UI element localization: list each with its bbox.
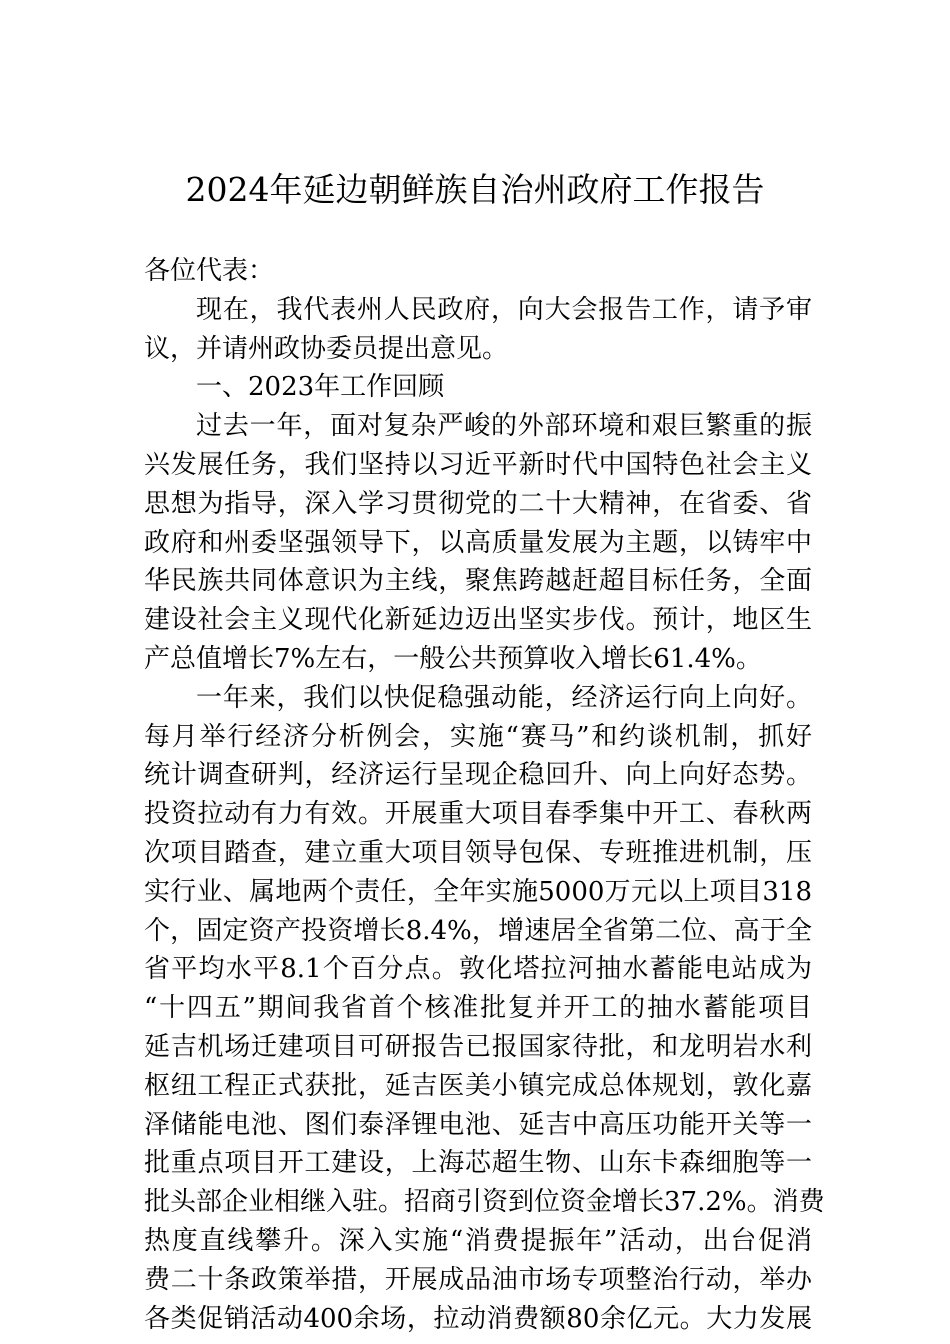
paragraph-line: 实行业、属地两个责任，全年实施5000万元以上项目318: [144, 876, 812, 907]
paragraph-line: 热度直线攀升。深入实施“消费提振年”活动，出台促消: [144, 1225, 812, 1256]
paragraph-line: 产总值增长7%左右，一般公共预算收入增长61.4%。: [144, 643, 762, 674]
paragraph-line: 过去一年，面对复杂严峻的外部环境和艰巨繁重的振: [196, 411, 812, 442]
paragraph-line: 建设社会主义现代化新延边迈出坚实步伐。预计，地区生: [144, 605, 812, 636]
paragraph-line: 个，固定资产投资增长8.4%，增速居全省第二位、高于全: [144, 915, 812, 946]
paragraph-line: 各类促销活动400余场，拉动消费额80余亿元。大力发展: [144, 1303, 812, 1334]
paragraph-line: 费二十条政策举措，开展成品油市场专项整治行动，举办: [144, 1264, 812, 1295]
document-title: 2024年延边朝鲜族自治州政府工作报告: [185, 170, 765, 209]
paragraph-line: 枢纽工程正式获批，延吉医美小镇完成总体规划，敦化嘉: [144, 1070, 812, 1101]
paragraph-line: 延吉机场迁建项目可研报告已报国家待批，和龙明岩水利: [144, 1031, 812, 1062]
paragraph-line: 投资拉动有力有效。开展重大项目春季集中开工、春秋两: [144, 799, 812, 830]
paragraph-line: 议，并请州政协委员提出意见。: [144, 333, 509, 364]
section-heading: 一、2023年工作回顾: [196, 372, 445, 403]
paragraph-line: 统计调查研判，经济运行呈现企稳回升、向上向好态势。: [144, 760, 812, 791]
paragraph-line: “十四五”期间我省首个核准批复并开工的抽水蓄能项目: [144, 993, 812, 1024]
paragraph-line: 批头部企业相继入驻。招商引资到位资金增长37.2%。消费: [144, 1187, 825, 1218]
paragraph-line: 每月举行经济分析例会，实施“赛马”和约谈机制，抓好: [144, 721, 812, 752]
paragraph-line: 兴发展任务，我们坚持以习近平新时代中国特色社会主义: [144, 449, 812, 480]
paragraph-line: 思想为指导，深入学习贯彻党的二十大精神，在省委、省: [144, 488, 812, 519]
paragraph-line: 现在，我代表州人民政府，向大会报告工作，请予审: [196, 294, 812, 325]
paragraph-line: 批重点项目开工建设，上海芯超生物、山东卡森细胞等一: [144, 1148, 812, 1179]
paragraph-line: 一年来，我们以快促稳强动能，经济运行向上向好。: [196, 682, 812, 713]
document-body: [144, 252, 825, 1338]
paragraph-line: 次项目踏查，建立重大项目领导包保、专班推进机制，压: [144, 837, 812, 868]
paragraph-line: 华民族共同体意识为主线，聚焦跨越赶超目标任务，全面: [144, 566, 812, 597]
salutation-line: 各位代表：: [144, 256, 275, 286]
paragraph-line: 省平均水平8.1个百分点。敦化塔拉河抽水蓄能电站成为: [144, 954, 812, 985]
paragraph-line: 政府和州委坚强领导下，以高质量发展为主题，以铸牢中: [144, 527, 812, 558]
paragraph-line: 泽储能电池、图们泰泽锂电池、延吉中高压功能开关等一: [144, 1109, 812, 1140]
